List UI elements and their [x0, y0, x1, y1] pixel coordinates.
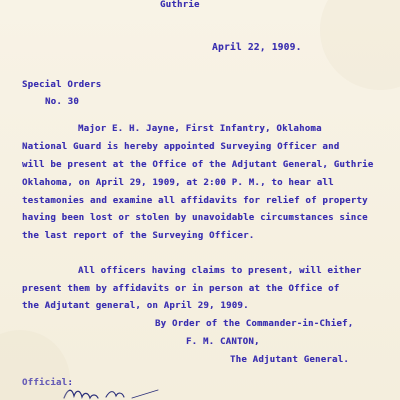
document-date: April 22, 1909. [212, 42, 302, 53]
by-order-line: By Order of the Commander-in-Chief, [155, 319, 354, 329]
paragraph1-line: the last report of the Surveying Officer. [22, 231, 255, 241]
paragraph2-line: All officers having claims to present, will either [78, 266, 362, 276]
paragraph1-line: having been lost or stolen by unavoidable circumstances since [22, 213, 368, 223]
paragraph1-line: National Guard is hereby appointed Surveying Officer and [22, 142, 340, 152]
signatory-name: F. M. CANTON, [186, 337, 260, 347]
handwritten-signature [62, 386, 162, 400]
paragraph2-line: the Adjutant general, on April 29, 1909. [22, 301, 249, 311]
official-label: Official: [22, 378, 74, 388]
paragraph1-line: will be present at the Office of the Adjutant General, Guthrie [22, 160, 374, 170]
paragraph1-line: Major E. H. Jayne, First Infantry, Oklahoma [78, 124, 322, 134]
orders-number: No. 30 [45, 97, 80, 107]
header-city: Guthrie [160, 0, 200, 10]
paragraph1-line: testamonies and examine all affidavits for relief of property [22, 196, 368, 206]
paragraph1-line: Oklahoma, on April 29, 1909, at 2:00 P. M., to hear all [22, 178, 334, 188]
paragraph2-line: present them by affidavits or in person at the Office of [22, 284, 340, 294]
signatory-title: The Adjutant General. [230, 355, 350, 365]
orders-title: Special Orders [22, 80, 102, 90]
